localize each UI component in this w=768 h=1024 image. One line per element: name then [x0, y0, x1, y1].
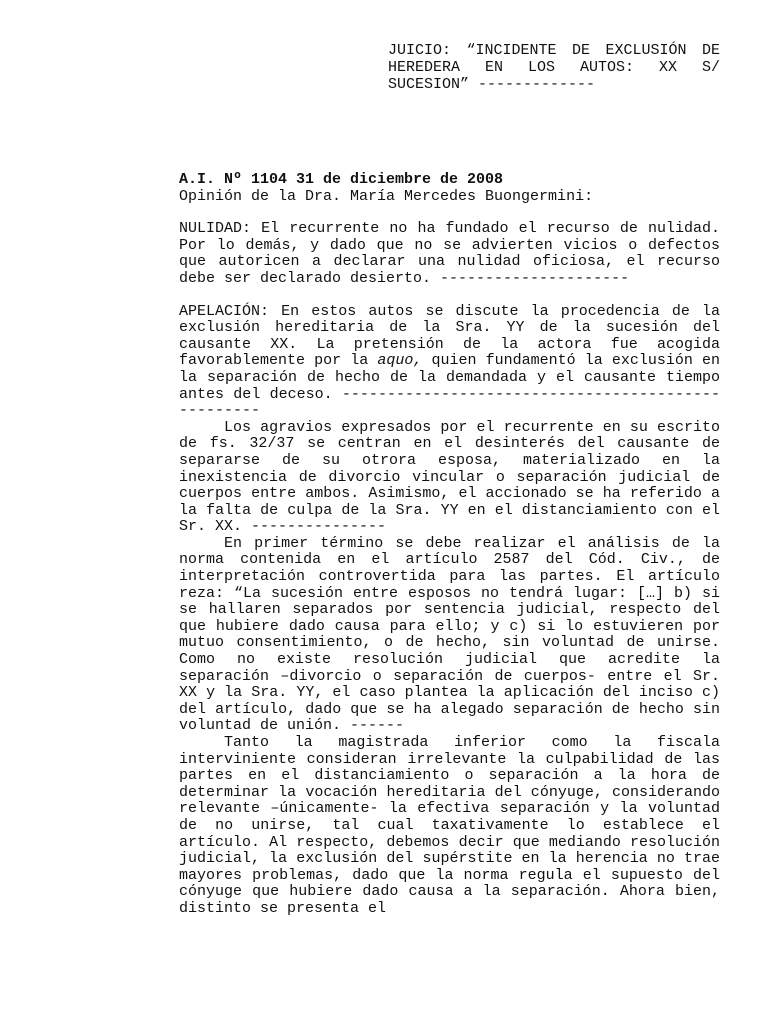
apelacion-paragraph [179, 304, 720, 420]
case-caption: JUICIO: “INCIDENTE DE EXCLUSIÓN DE HEREDERA EN LOS AUTOS: XX S/ SUCESION” ------------- [388, 42, 720, 93]
document-body [179, 172, 720, 918]
nulidad-paragraph: NULIDAD: El recurrente no ha fundado el recurso de nulidad. Por lo demás, y dado que no se advierten vicios o defectos que autoricen a declarar una nulidad oficiosa, el recurso debe ser declarado desierto. --------------------- [179, 220, 720, 287]
apelacion-italic-term: aquo, [377, 352, 423, 370]
resolution-title: A.I. Nº 1104 31 de diciembre de 2008 [179, 171, 504, 188]
opinion-heading: Opinión de la Dra. María Mercedes Buongermini: [179, 187, 594, 205]
apelacion-text-start: APELACIÓN: En estos autos se discute la procedencia de la exclusión hereditaria de la Sra. YY de la sucesión del causante XX. La pretensión de la actora fue acogida favorablemente por la [179, 302, 720, 370]
agravios-paragraph: Los agravios expresados por el recurrente en su escrito de fs. 32/37 se centran en el desinterés del causante de separarse de su otrora esposa, materializado en la inexistencia de divorcio vincular o separación judicial de cuerpos entre ambos. Asimismo, el accionado se ha referido a la falta de culpa de la Sra. YY en el distanciamiento con el Sr. XX. --------------- [179, 418, 720, 536]
apelacion-text-end: quien fundamentó la exclusión en la separación de hecho de la demandada y el causante tiempo antes del deceso. --------------------------------------------------- [179, 352, 720, 420]
primer-termino-paragraph: En primer término se debe realizar el análisis de la norma contenida en el artículo 2587 del Cód. Civ., de interpretación controvertida para las partes. El artículo reza: “La sucesión entre esposos no tendrá lugar: […] b) si se hallaren separados por sentencia judicial, respecto del que hubiere dado causa para ello; y c) si lo estuvieren por mutuo consentimiento, o de hecho, sin voluntad de unirse. Como no existe resolución judicial que acredite la separación –divorcio o separación de cuerpos- entre el Sr. XX y la Sra. YY, el caso plantea la aplicación del inciso c) del artículo, dado que se ha alegado separación de hecho sin voluntad de unión. ------ [179, 534, 720, 735]
tanto-paragraph: Tanto la magistrada inferior como la fiscala interviniente consideran irrelevante la culpabilidad de las partes en el distanciamiento o separación a la hora de determinar la vocación hereditaria del cónyuge, considerando relevante –únicamente- la efectiva separación y la voluntad de no unirse, tal cual taxativamente lo establece el artículo. Al respecto, debemos decir que mediando resolución judicial, la exclusión del supérstite en la herencia no trae mayores problemas, dado que la norma regula el supuesto del cónyuge que hubiere dado causa a la separación. Ahora bien, distinto se presenta el [179, 734, 720, 917]
